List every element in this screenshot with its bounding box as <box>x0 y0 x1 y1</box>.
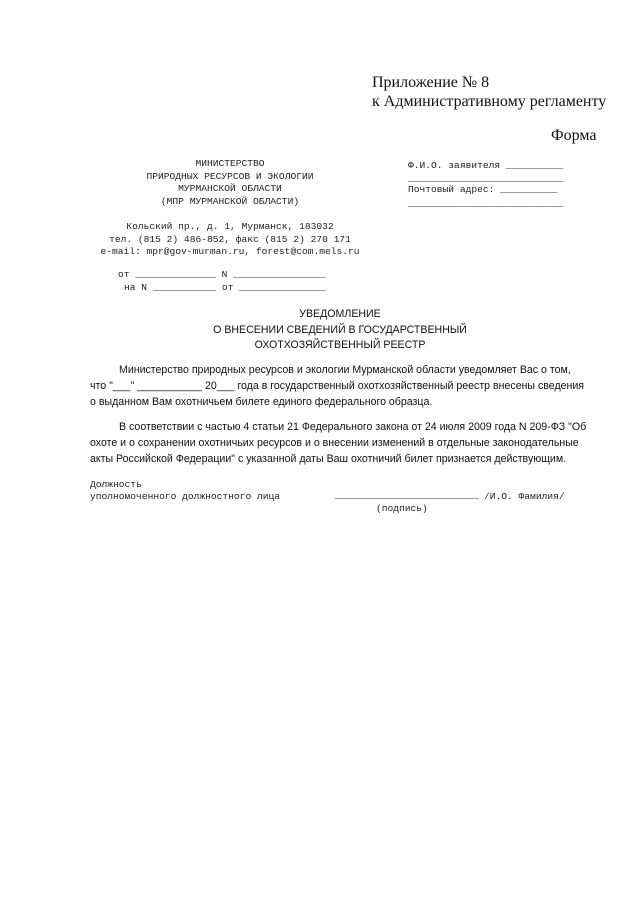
name-placeholder: /И.О. Фамилия/ <box>484 491 565 502</box>
ministry-name-line: МИНИСТЕРСТВО <box>195 158 265 169</box>
appendix-number: Приложение № 8 <box>372 74 490 91</box>
paragraph-1-line: что "___" ___________ 20___ года в государственный охотхозяйственный реестр внесены сведения <box>90 380 585 392</box>
notice-title <box>160 307 520 354</box>
ministry-abbreviation: (МПР МУРМАНСКОЙ ОБЛАСТИ) <box>160 195 300 207</box>
title-line: УВЕДОМЛЕНИЕ <box>299 308 381 320</box>
ministry-address: Кольский пр., д. 1, Мурманск, 183032 <box>126 221 334 232</box>
postal-address-field: Почтовый адрес: __________ <box>408 184 558 195</box>
ministry-name-line: ПРИРОДНЫХ РЕСУРСОВ И ЭКОЛОГИИ <box>146 170 314 182</box>
applicant-name-field: Ф.И.О. заявителя __________ <box>408 160 564 171</box>
ministry-email: e-mail: mpr@gov-murman.ru, forest@com.mels.ru <box>100 246 360 257</box>
regulation-reference: к Административному регламенту <box>372 93 607 110</box>
ministry-name-line: МУРМАНСКОЙ ОБЛАСТИ <box>178 183 282 194</box>
applicant-blank-line: ___________________________ <box>408 173 564 184</box>
official-position-label: уполномоченного должностного лица <box>90 491 280 502</box>
paragraph-1-line: Министерство природных ресурсов и экологии Мурманской области уведомляет Вас о том, <box>119 364 571 376</box>
form-label: Форма <box>551 127 597 144</box>
paragraph-1-line: о выданном Вам охотничьем билете единого федерального образца. <box>90 396 433 408</box>
outgoing-reference: от ______________ N ________________ <box>118 269 326 280</box>
ministry-block <box>60 158 400 259</box>
ministry-phone: тел. (815 2) 486-852, факс (815 2) 270 171 <box>109 233 351 245</box>
paragraph-2-line: акты Российской Федерации" с указанной даты Ваш охотничий билет признается действующим. <box>90 453 567 465</box>
incoming-reference: на N ___________ от _______________ <box>124 282 326 293</box>
paragraph-2-line: охоте и о сохранении охотничьих ресурсов и о внесении изменений в отдельные законодательные <box>90 437 579 449</box>
paragraph-2-line: В соответствии с частью 4 статьи 21 Федерального закона от 24 июля 2009 года N 209-ФЗ "Об <box>119 421 587 433</box>
title-line: ОХОТХОЗЯЙСТВЕННЫЙ РЕЕСТР <box>254 339 426 351</box>
title-line: О ВНЕСЕНИИ СВЕДЕНИЙ В ГОСУДАРСТВЕННЫЙ <box>213 323 467 336</box>
position-label: Должность <box>90 479 142 490</box>
signature-line: _________________________ <box>335 490 479 501</box>
signature-caption: (подпись) <box>376 503 428 514</box>
postal-address-blank-line: ___________________________ <box>408 198 564 209</box>
